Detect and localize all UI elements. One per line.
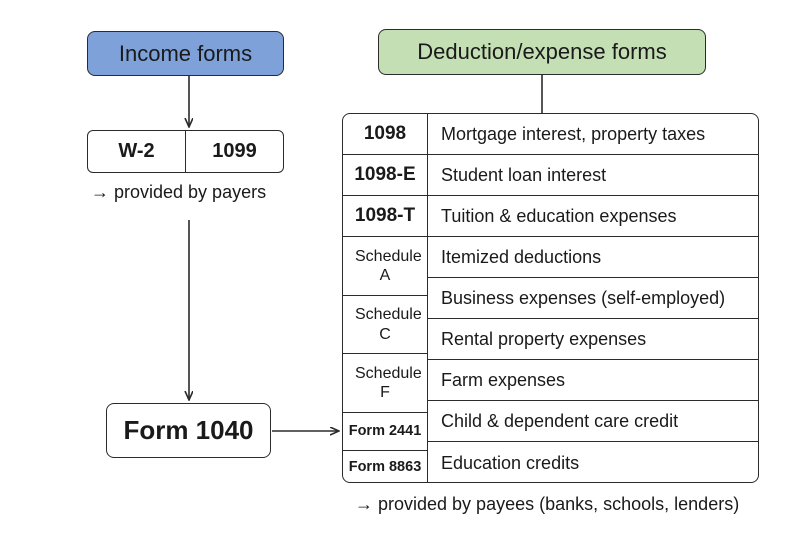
income-forms-box: [87, 130, 284, 173]
desc-rental-property: Rental property expenses: [428, 319, 758, 360]
form-cell-1098: 1098: [343, 114, 427, 155]
form-cell-schedule-f: [343, 354, 427, 413]
form-cell-schedule-a: [343, 237, 427, 296]
payees-note: → provided by payees (banks, schools, lenders): [355, 494, 740, 514]
deduction-forms-table: [342, 113, 759, 483]
deduction-forms-header: [378, 29, 706, 75]
form-cell-schedule-a-label: Schedule A: [355, 247, 422, 284]
desc-tuition-education: Tuition & education expenses: [428, 196, 758, 237]
form-cell-1098-e: 1098-E: [343, 155, 427, 196]
desc-student-loan-interest: Student loan interest: [428, 155, 758, 196]
form-1040-box: [106, 403, 271, 458]
form-cell-schedule-c-label: Schedule C: [355, 306, 422, 343]
form-cell-2441: Form 2441: [343, 413, 427, 451]
form-column: [343, 114, 428, 482]
payers-note: → provided by payers: [91, 182, 267, 202]
desc-mortgage-interest: Mortgage interest, property taxes: [428, 114, 758, 155]
income-forms-header-label: Income forms: [118, 40, 253, 66]
form-cell-8863: Form 8863: [348, 458, 422, 475]
desc-business-expenses: Business expenses (self-employed): [428, 278, 758, 319]
form-cell-schedule-c: [343, 296, 427, 354]
form-cell-1098-t: 1098-T: [343, 196, 427, 237]
form-cell-schedule-f-label: Schedule F: [355, 364, 422, 401]
desc-farm-expenses: Farm expenses: [428, 360, 758, 401]
desc-child-care-credit: Child & dependent care credit: [428, 401, 758, 442]
income-form-1099: 1099: [185, 131, 283, 172]
desc-itemized-deductions: Itemized deductions: [428, 237, 758, 278]
deduction-forms-header-label: Deduction/expense forms: [417, 39, 667, 64]
form-1040-label: Form 1040: [123, 415, 254, 445]
desc-education-credits: Education credits: [441, 452, 580, 473]
income-forms-header: [87, 31, 284, 76]
income-form-w2: W-2: [118, 140, 155, 162]
